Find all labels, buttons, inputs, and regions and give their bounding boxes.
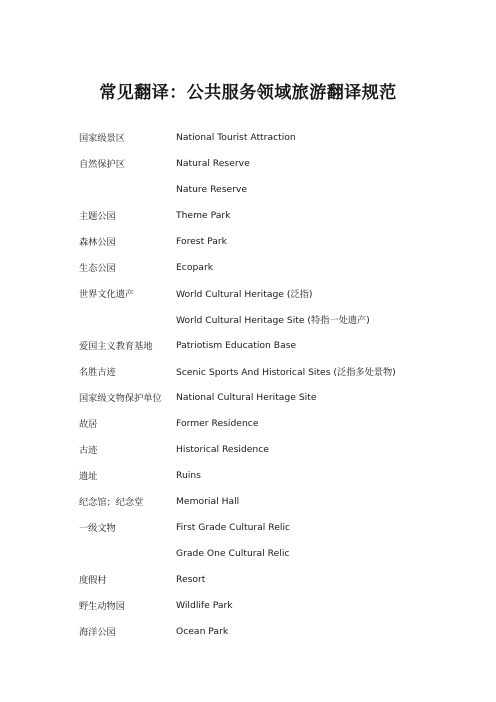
term-chinese: 爱国主义教育基地 — [79, 341, 153, 352]
term-row — [79, 592, 479, 618]
term-row — [79, 488, 479, 514]
term-english: Grade One Cultural Relic — [176, 547, 290, 559]
term-chinese: 野生动物园 — [79, 601, 125, 612]
term-english: Patriotism Education Base — [176, 339, 297, 351]
term-row — [79, 462, 479, 488]
term-chinese: 一级文物 — [79, 523, 116, 534]
term-chinese: 自然保护区 — [79, 159, 125, 170]
term-english: Theme Park — [176, 209, 231, 221]
term-english: Memorial Hall — [176, 495, 240, 507]
term-chinese: 生态公园 — [79, 263, 116, 274]
term-row — [79, 228, 479, 254]
term-row — [79, 436, 479, 462]
term-chinese: 古迹 — [79, 445, 98, 456]
term-chinese: 世界文化遗产 — [79, 289, 135, 300]
term-chinese: 故居 — [79, 419, 98, 430]
term-english: Historical Residence — [176, 443, 269, 455]
term-row — [79, 124, 479, 150]
term-row — [79, 306, 479, 332]
term-row — [79, 176, 479, 202]
term-row — [79, 254, 479, 280]
term-english: Former Residence — [176, 417, 259, 429]
term-english: National Tourist Attraction — [176, 131, 296, 143]
term-english: First Grade Cultural Relic — [176, 521, 291, 533]
term-english: Resort — [176, 573, 206, 585]
term-chinese: 国家级景区 — [79, 133, 125, 144]
term-row — [79, 566, 479, 592]
term-english: Natural Reserve — [176, 157, 250, 169]
term-chinese: 度假村 — [79, 575, 107, 586]
term-english: World Cultural Heritage Site (特指一处遗产) — [176, 315, 370, 326]
term-row — [79, 202, 479, 228]
term-row — [79, 358, 479, 384]
term-chinese: 遗址 — [79, 471, 98, 482]
term-row — [79, 410, 479, 436]
term-row — [79, 514, 479, 540]
term-row — [79, 332, 479, 358]
term-chinese: 海洋公园 — [79, 627, 116, 638]
term-english: Wildlife Park — [176, 599, 233, 611]
term-english: Nature Reserve — [176, 183, 248, 195]
term-row — [79, 280, 479, 306]
term-list — [79, 124, 479, 644]
term-english: Ecopark — [176, 261, 214, 273]
term-row — [79, 150, 479, 176]
term-chinese: 主题公园 — [79, 211, 116, 222]
term-chinese: 森林公园 — [79, 237, 116, 248]
term-english: Scenic Sports And Historical Sites (泛指多处景物) — [176, 367, 396, 378]
term-english: National Cultural Heritage Site — [176, 391, 317, 403]
page-title: 常见翻译：公共服务领域旅游翻译规范 — [99, 83, 397, 103]
term-row — [79, 540, 479, 566]
term-chinese: 名胜古迹 — [79, 367, 116, 378]
term-english: Ocean Park — [176, 625, 229, 637]
term-english: Forest Park — [176, 235, 227, 247]
term-english: Ruins — [176, 469, 201, 481]
term-chinese: 国家级文物保护单位 — [79, 393, 162, 404]
term-row — [79, 618, 479, 644]
term-chinese: 纪念馆；纪念堂 — [79, 497, 144, 508]
term-english: World Cultural Heritage (泛指) — [176, 289, 313, 300]
term-row — [79, 384, 479, 410]
